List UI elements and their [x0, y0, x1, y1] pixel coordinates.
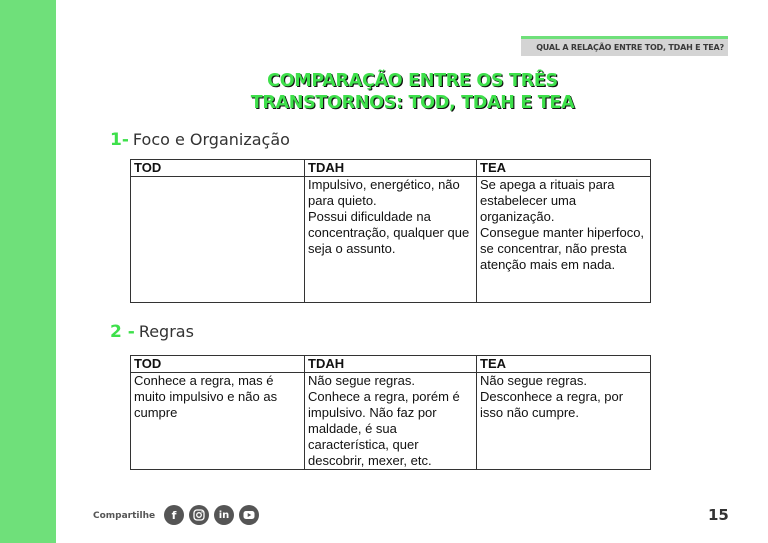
table-header-tod: TOD: [131, 160, 305, 177]
page-title-line-2: TRANSTORNOS: TOD, TDAH E TEA: [250, 93, 575, 113]
table-cell-tdah: Impulsivo, energético, não para quieto. Possui dificuldade na concentração, qualquer que seja o assunto.: [305, 177, 477, 303]
table-cell-tod: [131, 177, 305, 303]
linkedin-icon[interactable]: in: [214, 505, 234, 525]
section-1-number: 1-: [110, 130, 129, 150]
table-cell-tod: Conhece a regra, mas é muito impulsivo e não as cumpre: [131, 373, 305, 470]
section-2-label: Regras: [138, 322, 194, 341]
section-1-heading: [110, 130, 290, 150]
page-title-line-1: COMPARAÇÃO ENTRE OS TRÊS: [267, 71, 558, 91]
header-tag: [521, 36, 728, 56]
table-row: [131, 177, 651, 303]
table-cell-tea: Se apega a rituais para estabelecer uma organização. Consegue manter hiperfoco, se concentrar, não presta atenção mais em nada.: [477, 177, 651, 303]
comparison-table-focus: [130, 159, 651, 303]
instagram-icon[interactable]: [189, 505, 209, 525]
header-tag-text: QUAL A RELAÇÃO ENTRE TOD, TDAH E TEA?: [536, 43, 724, 52]
share-label: Compartilhe: [93, 511, 156, 521]
table-header-tod: TOD: [131, 356, 305, 373]
left-accent-bar: [0, 0, 56, 543]
table-header-tea: TEA: [477, 356, 651, 373]
table-cell-tea: Não segue regras. Desconhece a regra, por isso não cumpre.: [477, 373, 651, 470]
table-header-tdah: TDAH: [305, 356, 477, 373]
page-number: 15: [708, 506, 729, 524]
section-1-label: Foco e Organização: [132, 130, 290, 149]
table-header-tdah: TDAH: [305, 160, 477, 177]
youtube-icon[interactable]: [239, 505, 259, 525]
section-2-heading: [110, 322, 194, 342]
section-2-number: 2 -: [110, 322, 135, 342]
table-row: [131, 373, 651, 470]
page-title: [130, 70, 695, 114]
facebook-icon[interactable]: f: [164, 505, 184, 525]
table-cell-tdah: Não segue regras. Conhece a regra, porém é impulsivo. Não faz por maldade, é sua característica, quer descobrir, mexer, etc.: [305, 373, 477, 470]
comparison-table-rules: [130, 355, 651, 470]
table-header-tea: TEA: [477, 160, 651, 177]
